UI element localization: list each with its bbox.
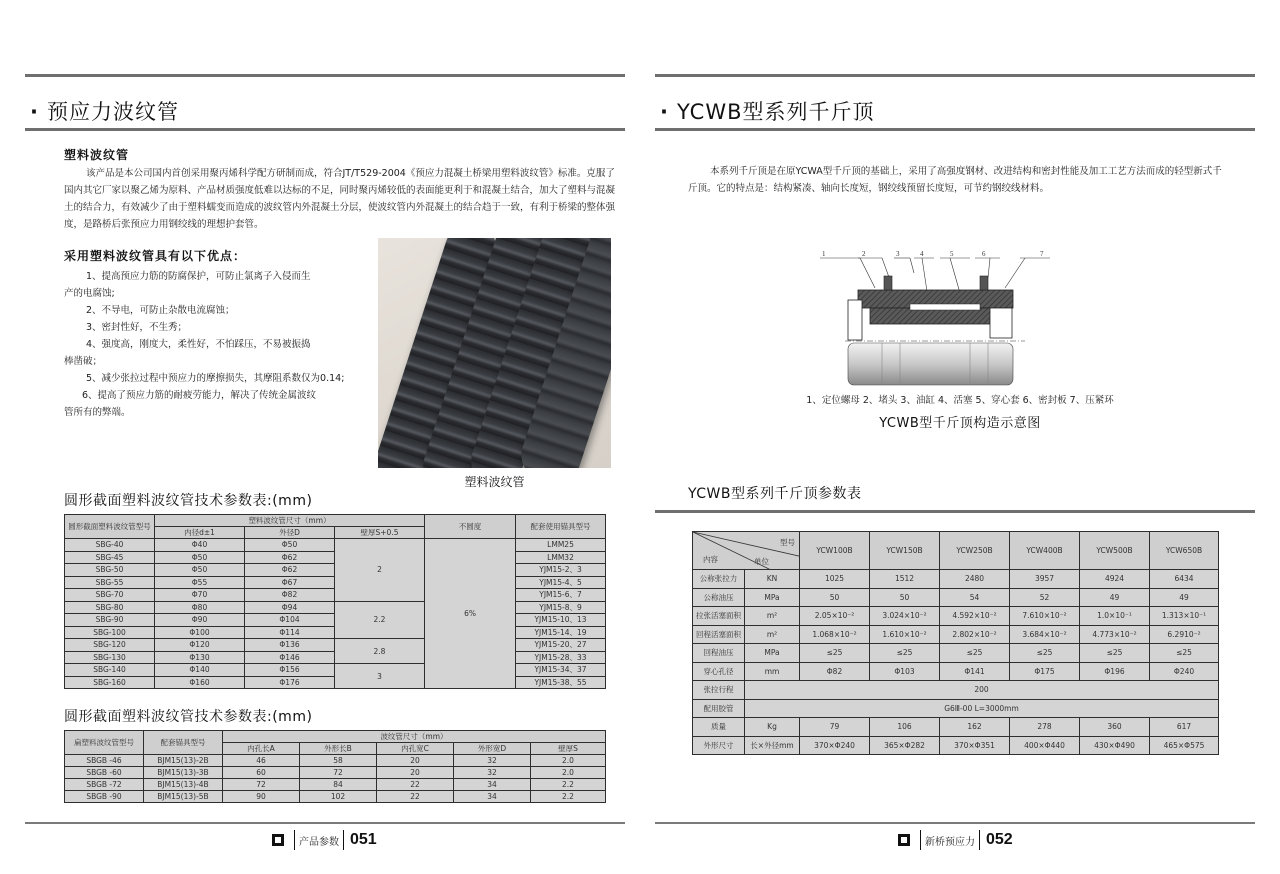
title-underline <box>655 128 1255 131</box>
cell-model: SBG-100 <box>65 626 155 639</box>
cell-inner: Φ90 <box>155 614 245 627</box>
cell-anchor: YJM15-14、19 <box>516 626 606 639</box>
cell-value: 370×Φ351 <box>940 736 1010 755</box>
model-header: YCW150B <box>870 532 940 570</box>
intro-paragraph: 该产品是本公司国内首创采用聚丙烯科学配方研制而成，符合JT/T529-2004《预应力混凝土桥梁用塑料波纹管》标准。克服了国内其它厂家以聚乙烯为原料、产品材质强度低难以达标的不足，同时聚丙烯较低的表面能更利于和混凝土结合，加大了塑料与混凝土的结合力，有效减少了由于塑料蠕变而造成的波纹管内外混凝土分层，使波纹管内外混凝土的结合趋于一致，有利于桥梁的整体强度，是路桥后张预应力用钢绞线的理想护套管。 <box>64 168 616 230</box>
table-row <box>65 767 606 779</box>
cell-outer: Φ67 <box>245 576 335 589</box>
cell-inner: Φ50 <box>155 551 245 564</box>
corner-content-label: 内容 <box>703 555 718 564</box>
cell-unit: 长×外径mm <box>745 736 800 755</box>
advantage-line: 1、提高预应力筋的防腐保护，可防止氯离子入侵而生 <box>86 271 311 282</box>
cell-unit: MPa <box>745 644 800 663</box>
cell-anchor: BJM15(13)-4B <box>144 779 223 791</box>
cell-b: 84 <box>300 779 377 791</box>
photo-caption: 塑料波纹管 <box>464 475 525 489</box>
cell-model: SBG-120 <box>65 639 155 652</box>
header-d: 外形宽D <box>454 743 531 755</box>
footer-label: 新桥预应力 <box>925 836 975 848</box>
header-b: 外形长B <box>300 743 377 755</box>
cell-outer: Φ62 <box>245 564 335 577</box>
bullet-dot-icon: · <box>30 100 39 124</box>
cell-name: 公称张拉力 <box>693 570 745 589</box>
table-row <box>693 588 1219 607</box>
cell-value: 1.313×10⁻¹ <box>1150 607 1219 626</box>
cell-value: 4.592×10⁻² <box>940 607 1010 626</box>
header-model: 圆形截面塑料波纹管型号 <box>65 515 155 539</box>
corner-model-label: 型号 <box>780 538 795 547</box>
cell-model: SBG-130 <box>65 651 155 664</box>
subhead: 塑料波纹管 <box>64 148 130 162</box>
cell-c: 20 <box>377 755 454 767</box>
header-flat-model: 扁塑料波纹管型号 <box>65 731 144 755</box>
cell-value: 49 <box>1080 588 1150 607</box>
table-row <box>65 639 606 652</box>
cell-anchor: YJM15-20、27 <box>516 639 606 652</box>
cell-d: 34 <box>454 791 531 803</box>
cell-name: 外形尺寸 <box>693 736 745 755</box>
cell-value: ≤25 <box>1150 644 1219 663</box>
section-title <box>30 96 179 126</box>
cell-unit: mm <box>745 662 800 681</box>
cell-model: SBG-160 <box>65 676 155 689</box>
cell-name: 配用胶管 <box>693 699 745 718</box>
cell-b: 72 <box>300 767 377 779</box>
intro-paragraph: 本系列千斤顶是在原YCWA型千斤顶的基础上，采用了高强度钢材、改进结构和密封性能及加工工艺方法而成的轻型新式千斤顶。它的特点是：结构紧凑、轴向长度短，钢绞线预留长度短，可节约钢绞线材料。 <box>688 166 1222 194</box>
divider <box>920 830 921 850</box>
cell-c: 22 <box>377 791 454 803</box>
corrugated-pipe-photo <box>378 238 611 468</box>
table-row <box>693 644 1219 663</box>
header-size-group: 塑料波纹管尺寸（mm） <box>155 515 425 527</box>
advantage-line: 产的电腐蚀; <box>64 288 115 299</box>
cell-anchor: YJM15-38、55 <box>516 676 606 689</box>
cell-model: SBG-45 <box>65 551 155 564</box>
cell-inner: Φ120 <box>155 639 245 652</box>
advantages-list <box>64 268 344 421</box>
cell-value: Φ175 <box>1010 662 1080 681</box>
cell-model: SBG-55 <box>65 576 155 589</box>
cell-inner: Φ80 <box>155 601 245 614</box>
table-row <box>65 664 606 677</box>
cell-wall: 2 <box>335 539 425 602</box>
cell-value: 365×Φ282 <box>870 736 940 755</box>
header-outer: 外径D <box>245 527 335 539</box>
cell-a: 46 <box>223 755 300 767</box>
cell-unit: MPa <box>745 588 800 607</box>
cell-anchor: BJM15(13)-5B <box>144 791 223 803</box>
model-header: YCW250B <box>940 532 1010 570</box>
section-title-text: 预应力波纹管 <box>46 100 179 124</box>
table-row <box>693 625 1219 644</box>
cell-s: 2.0 <box>531 755 606 767</box>
cell-wall: 2.2 <box>335 601 425 639</box>
cell-value: 465×Φ575 <box>1150 736 1219 755</box>
diagram-legend: 1、定位螺母 2、堵头 3、油缸 4、活塞 5、穿心套 6、密封板 7、压紧环 <box>806 395 1114 406</box>
jack-structure-diagram <box>810 248 1060 388</box>
cell-value: 4.773×10⁻² <box>1080 625 1150 644</box>
table1-title: 圆形截面塑料波纹管技术参数表:(mm) <box>64 493 313 509</box>
cell-value: 6434 <box>1150 570 1219 589</box>
table-row <box>65 539 606 552</box>
round-pipe-spec-table <box>64 514 606 689</box>
cell-inner: Φ100 <box>155 626 245 639</box>
advantage-line: 6、提高了预应力筋的耐疲劳能力，解决了传统金属波纹 <box>82 390 317 401</box>
cell-inner: Φ130 <box>155 651 245 664</box>
cell-value: 2.05×10⁻² <box>800 607 870 626</box>
cell-value: 4924 <box>1080 570 1150 589</box>
cell-outer: Φ62 <box>245 551 335 564</box>
header-flat-size-group: 波纹管尺寸（mm） <box>223 731 606 743</box>
cell-model: SBGB -72 <box>65 779 144 791</box>
title-underline <box>25 128 625 131</box>
cell-span-value: 200 <box>745 681 1219 700</box>
cell-b: 58 <box>300 755 377 767</box>
cell-d: 34 <box>454 779 531 791</box>
cell-anchor: YJM15-6、7 <box>516 589 606 602</box>
header-flat-anchor: 配套锚具型号 <box>144 731 223 755</box>
cell-name: 张拉行程 <box>693 681 745 700</box>
cell-anchor: YJM15-2、3 <box>516 564 606 577</box>
cell-value: 50 <box>870 588 940 607</box>
diagram-label-5: 5 <box>950 250 954 258</box>
cell-d: 32 <box>454 755 531 767</box>
header-wall: 壁厚S+0.5 <box>335 527 425 539</box>
cell-inner: Φ55 <box>155 576 245 589</box>
flat-pipe-spec-table <box>64 730 606 803</box>
cell-wall: 2.8 <box>335 639 425 664</box>
diagram-label-6: 6 <box>982 250 986 258</box>
cell-c: 22 <box>377 779 454 791</box>
diagram-label-7: 7 <box>1040 250 1044 258</box>
table-row <box>693 681 1219 700</box>
cell-outer: Φ50 <box>245 539 335 552</box>
corner-unit-label: 单位 <box>754 557 769 566</box>
cell-value: Φ82 <box>800 662 870 681</box>
table-row <box>65 791 606 803</box>
corner-header <box>693 532 800 570</box>
cell-value: Φ103 <box>870 662 940 681</box>
advantages-title: 采用塑料波纹管具有以下优点： <box>64 249 247 263</box>
model-header: YCW650B <box>1150 532 1219 570</box>
table-row <box>693 736 1219 755</box>
cell-value: 3957 <box>1010 570 1080 589</box>
cell-value: Φ196 <box>1080 662 1150 681</box>
top-rule <box>25 74 625 77</box>
header-anchor: 配套使用锚具型号 <box>516 515 606 539</box>
table-row <box>693 570 1219 589</box>
header-inner: 内径d±1 <box>155 527 245 539</box>
cell-outer: Φ176 <box>245 676 335 689</box>
section-title-text: YCWB型系列千斤顶 <box>676 100 875 124</box>
cell-outer: Φ114 <box>245 626 335 639</box>
model-header: YCW100B <box>800 532 870 570</box>
cell-name: 回程油压 <box>693 644 745 663</box>
cell-b: 102 <box>300 791 377 803</box>
cell-value: Φ141 <box>940 662 1010 681</box>
cell-value: 162 <box>940 718 1010 737</box>
advantage-line: 棒凿破； <box>64 356 103 367</box>
cell-value: ≤25 <box>1010 644 1080 663</box>
diagram-label-2: 2 <box>862 250 866 258</box>
page-footer <box>898 829 1013 851</box>
header-roundness: 不圆度 <box>425 515 516 539</box>
cell-outer: Φ82 <box>245 589 335 602</box>
diagram-label-3: 3 <box>896 250 900 258</box>
cell-span-value: G6Ⅲ-00 L=3000mm <box>745 699 1219 718</box>
advantage-line: 5、减少张拉过程中预应力的摩擦损失，其摩阻系数仅为0.14; <box>86 373 345 384</box>
cell-value: 3.024×10⁻² <box>870 607 940 626</box>
table2-title: 圆形截面塑料波纹管技术参数表:(mm) <box>64 709 313 725</box>
top-rule <box>655 74 1255 77</box>
cell-value: 50 <box>800 588 870 607</box>
cell-name: 回程活塞面积 <box>693 625 745 644</box>
page-footer <box>272 829 377 851</box>
cell-name: 穿心孔径 <box>693 662 745 681</box>
cell-roundness: 6% <box>425 539 516 689</box>
diagram-label-1: 1 <box>822 250 826 258</box>
cell-value: 2.802×10⁻² <box>940 625 1010 644</box>
cell-model: SBG-70 <box>65 589 155 602</box>
table-title-rule <box>655 510 1255 513</box>
cell-a: 60 <box>223 767 300 779</box>
cell-value: 52 <box>1010 588 1080 607</box>
cell-anchor: YJM15-8、9 <box>516 601 606 614</box>
cell-unit: m² <box>745 607 800 626</box>
table-row <box>65 601 606 614</box>
cell-anchor: LMM25 <box>516 539 606 552</box>
cell-a: 72 <box>223 779 300 791</box>
cell-value: 1.0×10⁻¹ <box>1080 607 1150 626</box>
cell-value: 3.684×10⁻² <box>1010 625 1080 644</box>
cell-anchor: YJM15-10、13 <box>516 614 606 627</box>
bottom-rule <box>655 822 1255 824</box>
cell-value: 1.068×10⁻² <box>800 625 870 644</box>
footer-label: 产品参数 <box>299 836 339 848</box>
table-row <box>65 755 606 767</box>
cell-unit: m² <box>745 625 800 644</box>
cell-model: SBGB -90 <box>65 791 144 803</box>
table-row <box>693 607 1219 626</box>
cell-value: 278 <box>1010 718 1080 737</box>
cell-name: 拉张活塞面积 <box>693 607 745 626</box>
header-s: 壁厚S <box>531 743 606 755</box>
bullet-dot-icon: · <box>660 100 669 124</box>
cell-value: 106 <box>870 718 940 737</box>
cell-model: SBG-50 <box>65 564 155 577</box>
cell-value: 1512 <box>870 570 940 589</box>
cell-s: 2.2 <box>531 779 606 791</box>
table-row <box>693 718 1219 737</box>
cell-value: 79 <box>800 718 870 737</box>
cell-inner: Φ40 <box>155 539 245 552</box>
cell-inner: Φ140 <box>155 664 245 677</box>
cell-value: 7.610×10⁻² <box>1010 607 1080 626</box>
cell-value: 2480 <box>940 570 1010 589</box>
cell-anchor: BJM15(13)-3B <box>144 767 223 779</box>
advantage-line: 2、不导电，可防止杂散电流腐蚀； <box>86 305 235 316</box>
cell-model: SBG-90 <box>65 614 155 627</box>
cell-d: 32 <box>454 767 531 779</box>
cell-value: ≤25 <box>800 644 870 663</box>
cell-value: 430×Φ490 <box>1080 736 1150 755</box>
cell-value: 1025 <box>800 570 870 589</box>
advantage-line: 4、强度高，刚度大，柔性好，不怕踩压，不易被振捣 <box>86 339 311 350</box>
cell-model: SBGB -46 <box>65 755 144 767</box>
cell-value: 6.2910⁻² <box>1150 625 1219 644</box>
cell-model: SBG-40 <box>65 539 155 552</box>
cell-inner: Φ70 <box>155 589 245 602</box>
cell-a: 90 <box>223 791 300 803</box>
page-number: 051 <box>350 831 377 848</box>
cell-unit: KN <box>745 570 800 589</box>
cell-outer: Φ104 <box>245 614 335 627</box>
cell-unit: Kg <box>745 718 800 737</box>
header-c: 内孔宽C <box>377 743 454 755</box>
cell-value: 1.610×10⁻² <box>870 625 940 644</box>
cell-outer: Φ94 <box>245 601 335 614</box>
cell-anchor: YJM15-4、5 <box>516 576 606 589</box>
cell-value: ≤25 <box>1080 644 1150 663</box>
cell-anchor: LMM32 <box>516 551 606 564</box>
table-row <box>65 779 606 791</box>
advantage-line: 3、密封性好，不生秀； <box>86 322 188 333</box>
divider <box>294 830 295 850</box>
divider <box>979 830 980 850</box>
page-number: 052 <box>986 831 1013 848</box>
cell-model: SBG-80 <box>65 601 155 614</box>
cell-outer: Φ156 <box>245 664 335 677</box>
cell-outer: Φ146 <box>245 651 335 664</box>
cell-s: 2.2 <box>531 791 606 803</box>
cell-model: SBG-140 <box>65 664 155 677</box>
cell-model: SBGB -60 <box>65 767 144 779</box>
jack-table-title: YCWB型系列千斤顶参数表 <box>688 486 862 502</box>
cell-value: 360 <box>1080 718 1150 737</box>
table-row <box>693 699 1219 718</box>
jack-spec-table <box>692 531 1219 755</box>
model-header: YCW400B <box>1010 532 1080 570</box>
cell-anchor: YJM15-28、33 <box>516 651 606 664</box>
cell-name: 质量 <box>693 718 745 737</box>
cell-inner: Φ50 <box>155 564 245 577</box>
cell-value: Φ240 <box>1150 662 1219 681</box>
cell-value: 370×Φ240 <box>800 736 870 755</box>
cell-outer: Φ136 <box>245 639 335 652</box>
cell-inner: Φ160 <box>155 676 245 689</box>
advantage-line: 管所有的弊端。 <box>64 407 131 418</box>
cell-value: 54 <box>940 588 1010 607</box>
cell-wall: 3 <box>335 664 425 689</box>
bottom-rule <box>25 822 625 824</box>
section-title <box>660 96 875 126</box>
cell-value: 49 <box>1150 588 1219 607</box>
cell-anchor: BJM15(13)-2B <box>144 755 223 767</box>
header-a: 内孔长A <box>223 743 300 755</box>
table-row <box>693 662 1219 681</box>
cell-name: 公称油压 <box>693 588 745 607</box>
divider <box>343 830 344 850</box>
square-icon <box>272 834 284 846</box>
square-icon <box>898 834 910 846</box>
cell-c: 20 <box>377 767 454 779</box>
model-header: YCW500B <box>1080 532 1150 570</box>
diagram-caption: YCWB型千斤顶构造示意图 <box>879 416 1041 431</box>
cell-value: 400×Φ440 <box>1010 736 1080 755</box>
cell-anchor: YJM15-34、37 <box>516 664 606 677</box>
cell-value: ≤25 <box>870 644 940 663</box>
cell-value: 617 <box>1150 718 1219 737</box>
cell-value: ≤25 <box>940 644 1010 663</box>
diagram-label-4: 4 <box>920 250 924 258</box>
cell-s: 2.0 <box>531 767 606 779</box>
